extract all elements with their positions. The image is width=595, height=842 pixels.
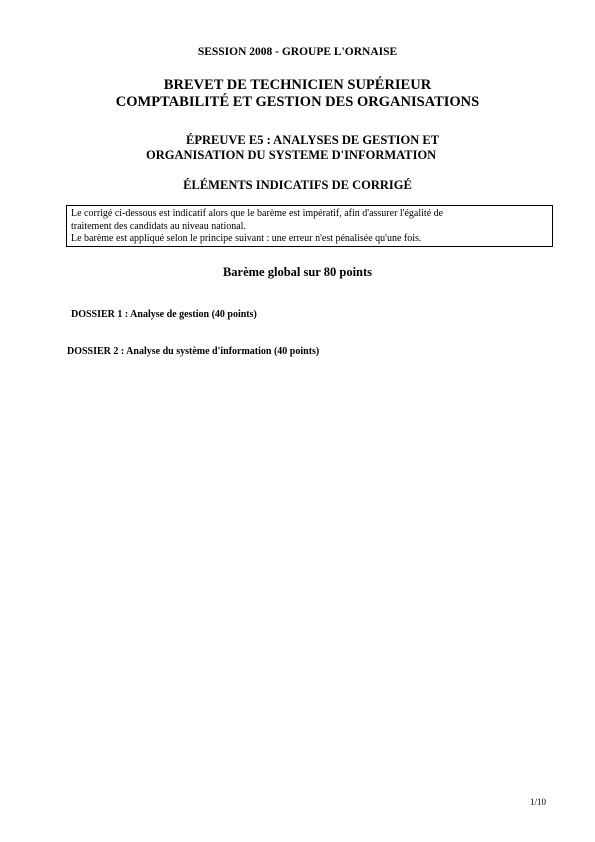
dossier-2-heading: DOSSIER 2 : Analyse du système d'information (40 points): [67, 346, 320, 357]
notice-line-2: traitement des candidats au niveau national.: [71, 220, 246, 232]
bareme-heading: Barème global sur 80 points: [222, 265, 373, 279]
session-heading: SESSION 2008 - GROUPE L'ORNAISE: [197, 46, 398, 58]
epreuve-title-line-2: ORGANISATION DU SYSTEME D'INFORMATION: [146, 148, 437, 162]
exam-title: [0, 77, 595, 111]
exam-title-line-1: BREVET DE TECHNICIEN SUPÉRIEUR: [163, 77, 432, 93]
corrige-heading: ÉLÉMENTS INDICATIFS DE CORRIGÉ: [183, 178, 412, 192]
dossier-1-heading: DOSSIER 1 : Analyse de gestion (40 points): [71, 309, 257, 320]
notice-line-3: Le barème est appliqué selon le principe suivant : une erreur n'est pénalisée qu'une fois.: [71, 233, 422, 244]
exam-title-line-2: COMPTABILITÉ ET GESTION DES ORGANISATIONS: [115, 94, 480, 110]
page-number: 1/10: [530, 797, 547, 807]
notice-box: [66, 205, 553, 247]
notice-line-1: Le corrigé ci-dessous est indicatif alors que le barème est impératif, afin d'assurer l'égalité de: [71, 208, 444, 219]
epreuve-title-line-1: ÉPREUVE E5 : ANALYSES DE GESTION ET: [186, 133, 440, 147]
